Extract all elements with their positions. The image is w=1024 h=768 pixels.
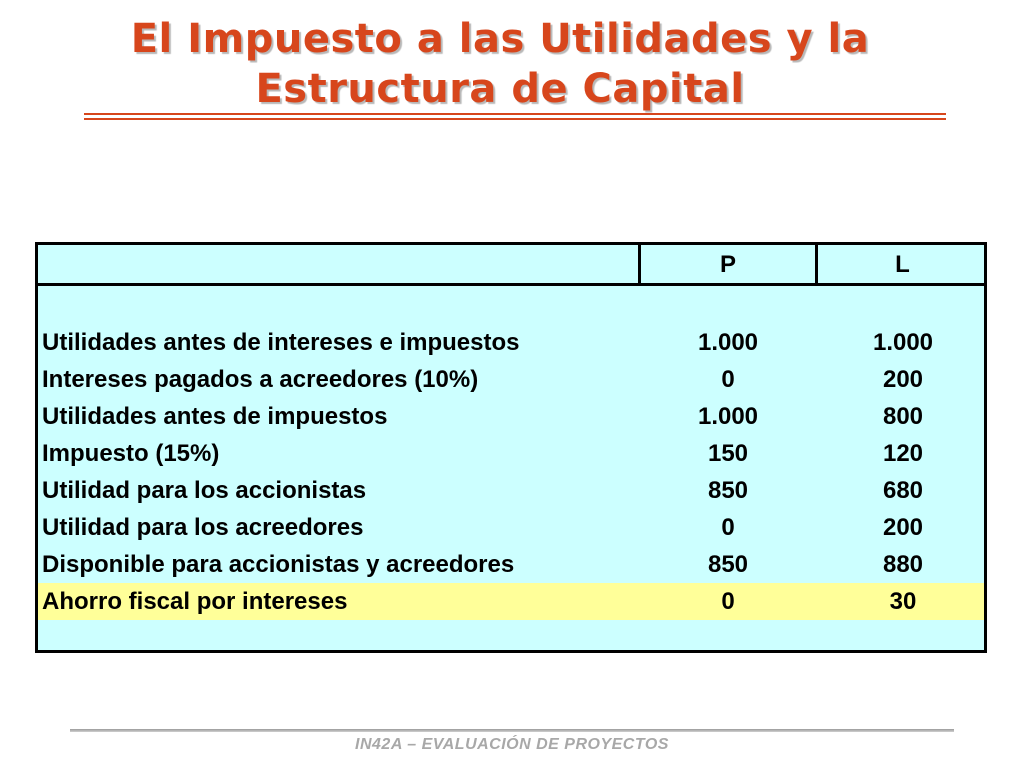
header-l: L [895, 251, 910, 278]
table-row [38, 361, 984, 398]
row-value-l: 680 [882, 477, 924, 504]
table-row-highlighted [38, 583, 984, 620]
row-value-l: 1.000 [872, 329, 934, 356]
row-value-p: 150 [707, 440, 749, 467]
row-value-p: 1.000 [697, 329, 759, 356]
table-row [38, 509, 984, 546]
title-line-2: Estructura de Capital [255, 66, 745, 112]
row-value-p: 1.000 [697, 403, 759, 430]
title-underline-top [84, 113, 946, 115]
row-value-l: 200 [882, 514, 924, 541]
table-row [38, 472, 984, 509]
header-p: P [719, 251, 736, 278]
row-value-p: 850 [707, 477, 749, 504]
row-value-p: 0 [721, 588, 735, 615]
table-row [38, 435, 984, 472]
table-row [38, 398, 984, 435]
footer-rule [70, 729, 954, 732]
row-label: Intereses pagados a acreedores (10%) [42, 366, 479, 393]
row-value-p: 0 [721, 514, 735, 541]
row-value-p: 0 [721, 366, 735, 393]
row-label: Impuesto (15%) [42, 440, 220, 467]
table-row [38, 546, 984, 583]
title-line-1: El Impuesto a las Utilidades y la [130, 16, 870, 62]
income-table [35, 242, 987, 653]
row-label: Disponible para accionistas y acreedores [42, 551, 515, 578]
row-value-l: 880 [882, 551, 924, 578]
row-label: Utilidad para los acreedores [42, 514, 364, 541]
title-underline-bottom [84, 118, 946, 120]
row-label: Ahorro fiscal por intereses [42, 588, 348, 615]
slide-title [0, 14, 1000, 114]
row-label: Utilidad para los accionistas [42, 477, 367, 504]
row-value-l: 30 [889, 588, 917, 615]
row-label: Utilidades antes de impuestos [42, 403, 388, 430]
row-value-l: 800 [882, 403, 924, 430]
row-value-l: 200 [882, 366, 924, 393]
table-row [38, 324, 984, 361]
row-label: Utilidades antes de intereses e impuestos [42, 329, 520, 356]
table-header-row [38, 245, 984, 286]
footer-text: IN42A – EVALUACIÓN DE PROYECTOS [355, 736, 669, 753]
row-value-l: 120 [882, 440, 924, 467]
row-value-p: 850 [707, 551, 749, 578]
